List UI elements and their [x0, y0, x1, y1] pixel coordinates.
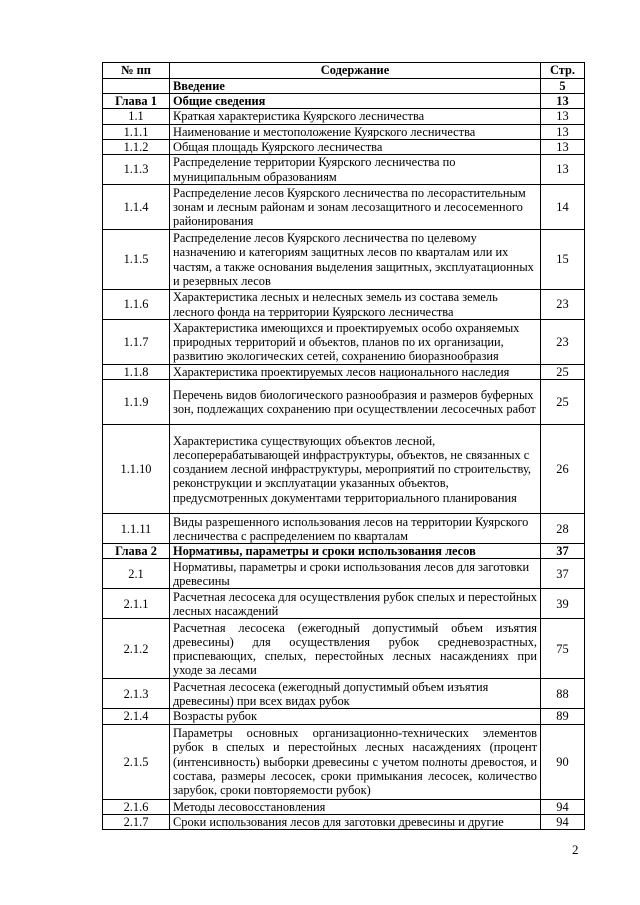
- toc-row-page: 89: [541, 709, 585, 724]
- toc-row-content: Расчетная лесосека (ежегодный допустимый объем изъятия древесины) для осуществления рубок средневозрастных, приспевающих, спелых, перестойных лесных насаждениях при уходе за лесами: [170, 619, 541, 679]
- toc-row: [103, 709, 585, 724]
- toc-row-number: 2.1.4: [103, 709, 170, 724]
- toc-row-page: 39: [541, 589, 585, 619]
- toc-row-number: 1.1.5: [103, 230, 170, 290]
- toc-row-content: Распределение лесов Куярского лесничества по лесорастительным зонам и лесным районам и зонам лесозащитного и лесосеменного районирования: [170, 185, 541, 230]
- toc-row-page: 94: [541, 814, 585, 829]
- toc-row-content: Сроки использования лесов для заготовки древесины и другие: [170, 814, 541, 829]
- toc-row-content: Характеристика существующих объектов лесной, лесоперерабатывающей инфраструктуры, объектов, не связанных с созданием лесной инфраструктуры, мероприятий по строительству, реконструкции и эксплуатации указанных объектов, предусмотренных документами территориального планирования: [170, 425, 541, 514]
- toc-row: [103, 320, 585, 365]
- toc-row-number: 2.1.5: [103, 724, 170, 799]
- toc-row: [103, 544, 585, 559]
- toc-row: [103, 139, 585, 154]
- toc-row-content: Характеристика имеющихся и проектируемых особо охраняемых природных территорий и объектов, планов по их организации, развитию экологических сетей, сохранению биоразнообразия: [170, 320, 541, 365]
- toc-row: [103, 155, 585, 185]
- toc-row-number: 2.1.7: [103, 814, 170, 829]
- toc-row-page: 28: [541, 514, 585, 544]
- toc-row-content: Нормативы, параметры и сроки использования лесов: [170, 544, 541, 559]
- toc-row-page: 88: [541, 679, 585, 709]
- toc-row-number: 1.1.3: [103, 155, 170, 185]
- toc-row: [103, 799, 585, 814]
- toc-row: [103, 425, 585, 514]
- toc-row-content: Методы лесовосстановления: [170, 799, 541, 814]
- toc-row-content: Параметры основных организационно-технических элементов рубок в спелых и перестойных лесных насаждениях (процент (интенсивность) выборки древесины с учетом полноты древостоя, и состава, размеры лесосек, сроки примыкания лесосек, количество зарубок, сроки повторяемости рубок): [170, 724, 541, 799]
- toc-row-number: 1.1.6: [103, 290, 170, 320]
- toc-row-page: 23: [541, 320, 585, 365]
- toc-row-page: 13: [541, 94, 585, 109]
- toc-row-page: 94: [541, 799, 585, 814]
- toc-row-number: 1.1: [103, 109, 170, 124]
- toc-row: [103, 109, 585, 124]
- toc-header-row: [103, 63, 585, 79]
- toc-row-number: 2.1.1: [103, 589, 170, 619]
- header-content: Содержание: [170, 63, 541, 79]
- toc-table: [102, 62, 585, 830]
- toc-row-number: 1.1.2: [103, 139, 170, 154]
- toc-row: [103, 185, 585, 230]
- toc-row-page: 13: [541, 124, 585, 139]
- toc-row-page: 25: [541, 365, 585, 380]
- toc-row-page: 13: [541, 109, 585, 124]
- toc-row: [103, 559, 585, 589]
- toc-row: [103, 230, 585, 290]
- toc-row-page: 25: [541, 380, 585, 425]
- toc-row-content: Общие сведения: [170, 94, 541, 109]
- toc-row-number: 2.1.3: [103, 679, 170, 709]
- toc-row: [103, 79, 585, 94]
- toc-row-number: 1.1.9: [103, 380, 170, 425]
- toc-row-number: Глава 1: [103, 94, 170, 109]
- header-page: Стр.: [541, 63, 585, 79]
- toc-row: [103, 365, 585, 380]
- toc-row-page: 13: [541, 155, 585, 185]
- toc-row: [103, 814, 585, 829]
- page-number: 2: [572, 842, 579, 857]
- toc-row-content: Наименование и местоположение Куярского лесничества: [170, 124, 541, 139]
- toc-row: [103, 589, 585, 619]
- toc-row-content: Возрасты рубок: [170, 709, 541, 724]
- toc-row-content: Расчетная лесосека для осуществления рубок спелых и перестойных лесных насаждений: [170, 589, 541, 619]
- toc-row-content: Распределение лесов Куярского лесничества по целевому назначению и категориям защитных лесов по кварталам или их частям, а также основания выделения защитных, эксплуатационных и резервных лесов: [170, 230, 541, 290]
- toc-body: [103, 79, 585, 830]
- toc-row-page: 23: [541, 290, 585, 320]
- toc-row-page: 75: [541, 619, 585, 679]
- toc-row-content: Краткая характеристика Куярского лесничества: [170, 109, 541, 124]
- toc-row-content: Введение: [170, 79, 541, 94]
- toc-row-page: 14: [541, 185, 585, 230]
- toc-row: [103, 679, 585, 709]
- toc-row-content: Нормативы, параметры и сроки использования лесов для заготовки древесины: [170, 559, 541, 589]
- toc-row-page: 13: [541, 139, 585, 154]
- toc-row: [103, 94, 585, 109]
- toc-row-content: Общая площадь Куярского лесничества: [170, 139, 541, 154]
- toc-row-number: Глава 2: [103, 544, 170, 559]
- header-number: № пп: [103, 63, 170, 79]
- toc-row-page: 90: [541, 724, 585, 799]
- toc-row-page: 5: [541, 79, 585, 94]
- toc-row-content: Виды разрешенного использования лесов на территории Куярского лесничества с распределением по кварталам: [170, 514, 541, 544]
- toc-row-content: Характеристика проектируемых лесов национального наследия: [170, 365, 541, 380]
- toc-row-content: Расчетная лесосека (ежегодный допустимый объем изъятия древесины) при всех видах рубок: [170, 679, 541, 709]
- toc-row-number: 1.1.8: [103, 365, 170, 380]
- toc-row-number: 2.1.2: [103, 619, 170, 679]
- toc-row-number: 2.1.6: [103, 799, 170, 814]
- toc-row: [103, 724, 585, 799]
- toc-row-content: Распределение территории Куярского лесничества по муниципальным образованиям: [170, 155, 541, 185]
- toc-row-number: 1.1.11: [103, 514, 170, 544]
- toc-row: [103, 514, 585, 544]
- toc-row-page: 15: [541, 230, 585, 290]
- toc-row-number: 1.1.7: [103, 320, 170, 365]
- toc-row-number: 1.1.10: [103, 425, 170, 514]
- toc-row-number: 2.1: [103, 559, 170, 589]
- toc-row-page: 37: [541, 544, 585, 559]
- toc-row-number: 1.1.1: [103, 124, 170, 139]
- toc-row: [103, 124, 585, 139]
- toc-row: [103, 290, 585, 320]
- toc-row: [103, 380, 585, 425]
- toc-row-page: 26: [541, 425, 585, 514]
- toc-row-number: 1.1.4: [103, 185, 170, 230]
- toc-row-content: Характеристика лесных и нелесных земель из состава земель лесного фонда на территории Куярского лесничества: [170, 290, 541, 320]
- toc-row-number: [103, 79, 170, 94]
- toc-row-content: Перечень видов биологического разнообразия и размеров буферных зон, подлежащих сохранению при осуществлении лесосечных работ: [170, 380, 541, 425]
- toc-row: [103, 619, 585, 679]
- toc-row-page: 37: [541, 559, 585, 589]
